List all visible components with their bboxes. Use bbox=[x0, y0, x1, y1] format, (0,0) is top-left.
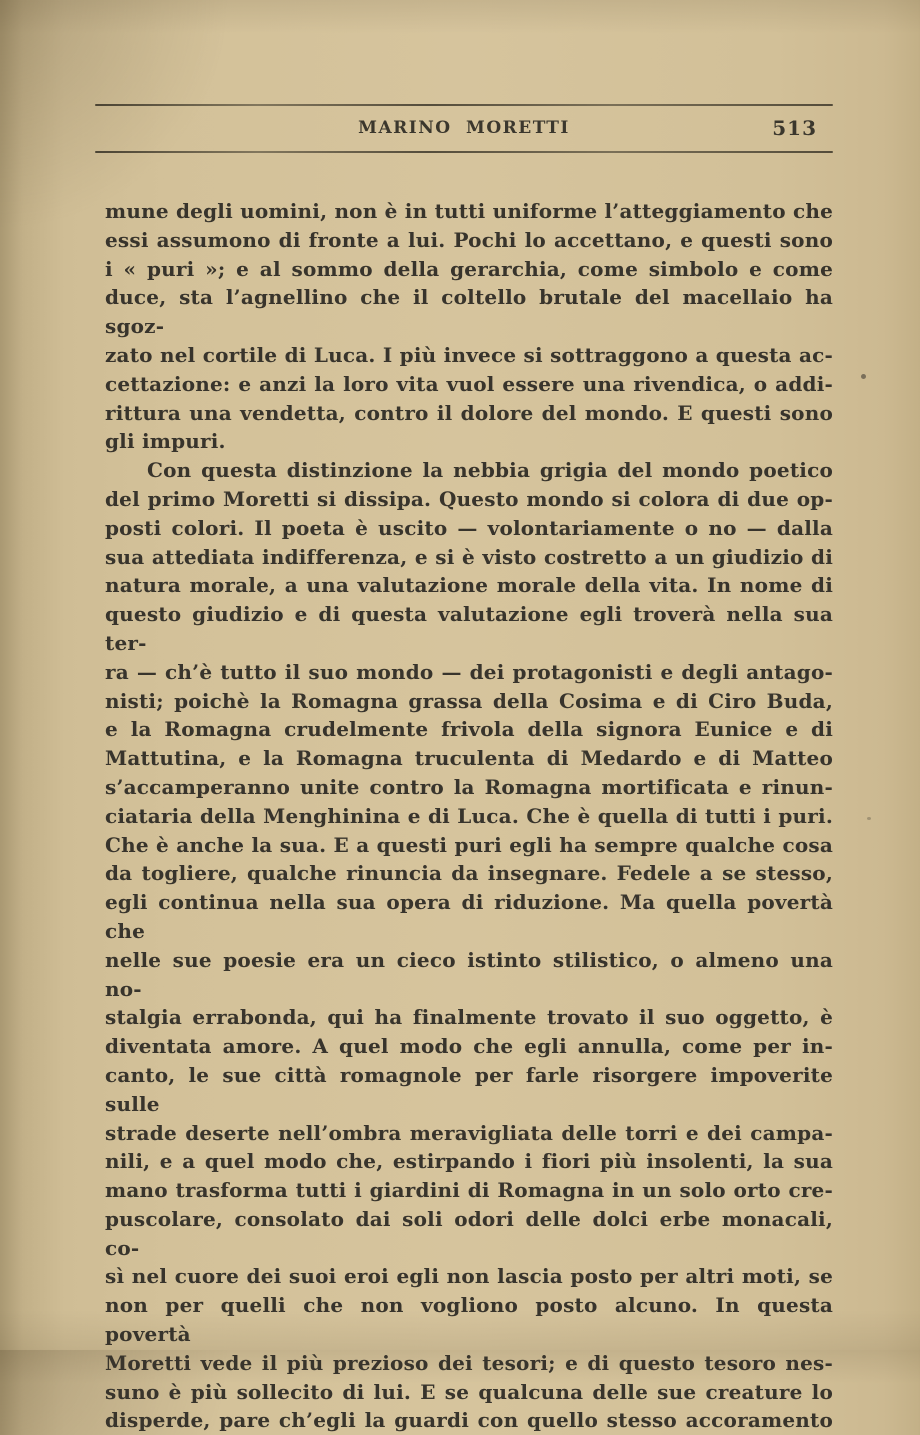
ink-speck bbox=[867, 817, 871, 820]
text-line: Con questa distinzione la nebbia grigia del mondo poetico bbox=[147, 458, 833, 483]
text-line: Mattutina, e la Romagna truculenta di Medardo e di Matteo bbox=[105, 746, 833, 771]
text-line: gli impuri. bbox=[105, 429, 226, 454]
text-line: mune degli uomini, non è in tutti uniforme l’atteggiamento che bbox=[105, 199, 833, 223]
header-rule-bottom bbox=[95, 151, 833, 153]
text-line: non per quelli che non vogliono posto alcuno. In questa povertà bbox=[105, 1293, 833, 1347]
text-line: i « puri »; e al sommo della gerarchia, come simbolo e come bbox=[105, 256, 833, 281]
text-line: del primo Moretti si dissipa. Questo mondo si colora di due op- bbox=[105, 486, 833, 511]
text-line: e la Romagna crudelmente frivola della signora Eunice e di bbox=[105, 717, 833, 742]
text-line: nisti; poichè la Romagna grassa della Cosima e di Ciro Buda, bbox=[105, 688, 833, 713]
text-line: stalgia errabonda, qui ha finalmente trovato il suo oggetto, è bbox=[105, 1005, 833, 1030]
text-line: da togliere, qualche rinuncia da insegnare. Fedele a se stesso, bbox=[105, 861, 833, 886]
paragraph bbox=[105, 197, 833, 456]
text-line: strade deserte nell’ombra meravigliata delle torri e dei campa- bbox=[105, 1120, 833, 1145]
text-line: Che è anche la sua. E a questi puri egli ha sempre qualche cosa bbox=[105, 832, 833, 857]
ink-speck bbox=[861, 374, 866, 379]
text-line: puscolare, consolato dai soli odori delle dolci erbe monacali, co- bbox=[105, 1206, 833, 1260]
text-line: posti colori. Il poeta è uscito — volontariamente o no — dalla bbox=[105, 515, 833, 540]
text-line: sì nel cuore dei suoi eroi egli non lascia posto per altri moti, se bbox=[105, 1264, 833, 1289]
text-line: s’accamperanno unite contro la Romagna mortificata e rinun- bbox=[105, 774, 833, 799]
header-rule-top bbox=[95, 104, 833, 106]
text-line: egli continua nella sua opera di riduzione. Ma quella povertà che bbox=[105, 890, 833, 943]
text-line: natura morale, a una valutazione morale della vita. In nome di bbox=[105, 573, 833, 598]
text-line: Moretti vede il più prezioso dei tesori; e di questo tesoro nes- bbox=[105, 1350, 833, 1375]
text-line: nili, e a quel modo che, estirpando i fiori più insolenti, la sua bbox=[105, 1149, 833, 1174]
text-line: disperde, pare ch’egli la guardi con quello stesso accoramento bbox=[105, 1408, 833, 1433]
page-header bbox=[95, 116, 833, 142]
running-title: MARINO MORETTI bbox=[358, 118, 570, 138]
text-line: suno è più sollecito di lui. E se qualcuna delle sue creature lo bbox=[105, 1379, 833, 1404]
text-line: rittura una vendetta, contro il dolore del mondo. E questi sono bbox=[105, 400, 833, 425]
text-line: ciataria della Menghinina e di Luca. Che è quella di tutti i puri. bbox=[105, 803, 833, 828]
text-line: questo giudizio e di questa valutazione egli troverà nella sua ter- bbox=[105, 602, 833, 655]
text-block bbox=[105, 197, 833, 1435]
text-line: essi assumono di fronte a lui. Pochi lo accettano, e questi sono bbox=[105, 227, 833, 252]
text-line: duce, sta l’agnellino che il coltello brutale del macellaio ha sgoz- bbox=[105, 285, 833, 339]
text-line: canto, le sue città romagnole per farle risorgere impoverite sulle bbox=[105, 1062, 833, 1116]
text-line: nelle sue poesie era un cieco istinto stilistico, o almeno una no- bbox=[105, 947, 833, 1001]
page-number: 513 bbox=[772, 116, 817, 140]
text-line: sua attediata indifferenza, e si è visto costretto a un giudizio di bbox=[105, 544, 833, 569]
text-line: cettazione: e anzi la loro vita vuol essere una rivendica, o addi- bbox=[105, 371, 833, 396]
text-line: zato nel cortile di Luca. I più invece si sottraggono a questa ac- bbox=[105, 342, 833, 367]
text-line: diventata amore. A quel modo che egli annulla, come per in- bbox=[105, 1034, 833, 1059]
text-line: ra — ch’è tutto il suo mondo — dei protagonisti e degli antago- bbox=[105, 659, 833, 684]
paragraph bbox=[105, 456, 833, 1435]
text-line: mano trasforma tutti i giardini di Romagna in un solo orto cre- bbox=[105, 1178, 833, 1203]
